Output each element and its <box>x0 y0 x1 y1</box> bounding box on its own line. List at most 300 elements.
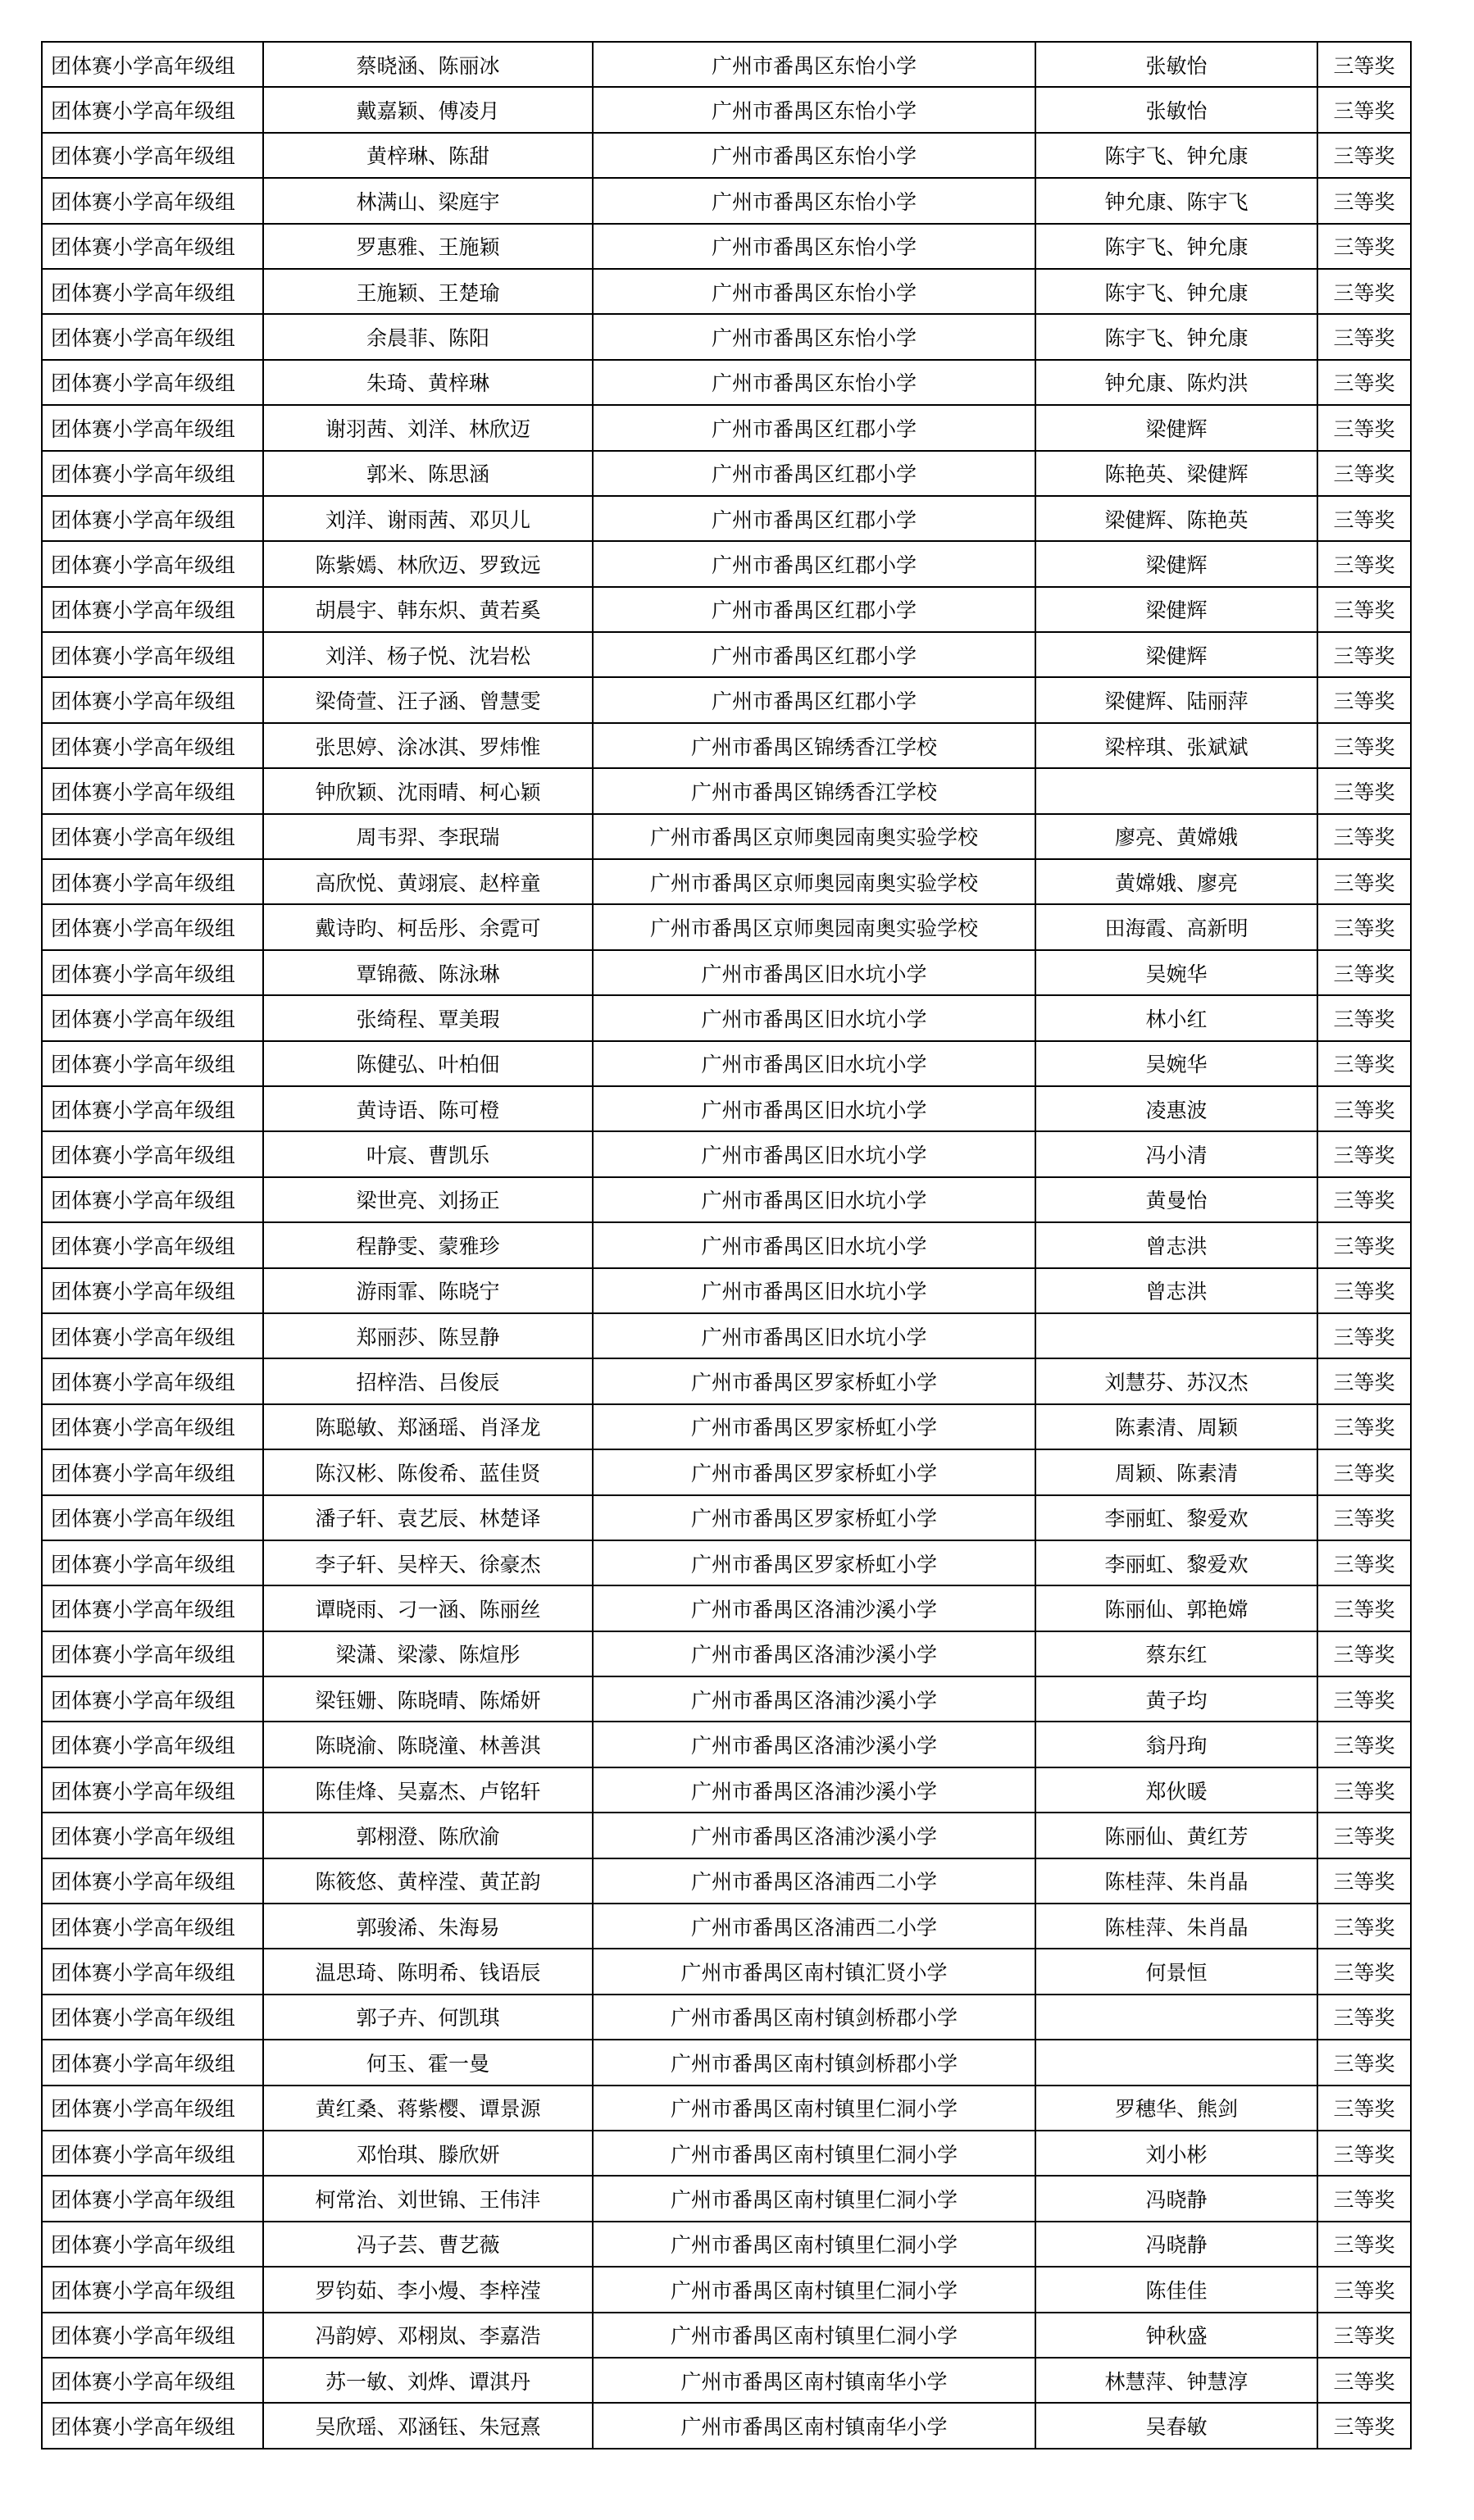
award-cell: 三等奖 <box>1317 2222 1411 2267</box>
teacher-cell: 陈佳佳 <box>1035 2267 1317 2312</box>
members-cell: 招梓浩、吕俊辰 <box>263 1358 593 1403</box>
teacher-cell: 李丽虹、黎爱欢 <box>1035 1495 1317 1540</box>
members-cell: 刘洋、杨子悦、沈岩松 <box>263 632 593 677</box>
school-cell: 广州市番禺区南村镇里仁洞小学 <box>593 2086 1035 2131</box>
school-cell: 广州市番禺区洛浦西二小学 <box>593 1858 1035 1904</box>
category-cell: 团体赛小学高年级组 <box>42 1722 263 1767</box>
members-cell: 郭米、陈思涵 <box>263 451 593 496</box>
members-cell: 邓怡琪、滕欣妍 <box>263 2131 593 2176</box>
category-cell: 团体赛小学高年级组 <box>42 2358 263 2403</box>
category-cell: 团体赛小学高年级组 <box>42 1631 263 1676</box>
teacher-cell: 田海霞、高新明 <box>1035 904 1317 949</box>
members-cell: 张思婷、涂冰淇、罗炜惟 <box>263 723 593 768</box>
award-cell: 三等奖 <box>1317 1813 1411 1858</box>
category-cell: 团体赛小学高年级组 <box>42 587 263 632</box>
school-cell: 广州市番禺区南村镇里仁洞小学 <box>593 2176 1035 2221</box>
school-cell: 广州市番禺区东怡小学 <box>593 87 1035 132</box>
award-cell: 三等奖 <box>1317 2040 1411 2085</box>
school-cell: 广州市番禺区红郡小学 <box>593 677 1035 722</box>
table-row <box>42 1449 1411 1494</box>
school-cell: 广州市番禺区红郡小学 <box>593 405 1035 450</box>
school-cell: 广州市番禺区旧水坑小学 <box>593 1313 1035 1358</box>
teacher-cell: 陈宇飞、钟允康 <box>1035 224 1317 269</box>
members-cell: 朱琦、黄梓琳 <box>263 360 593 405</box>
members-cell: 谭晓雨、刁一涵、陈丽丝 <box>263 1585 593 1631</box>
teacher-cell: 曾志洪 <box>1035 1222 1317 1267</box>
award-cell: 三等奖 <box>1317 2403 1411 2448</box>
members-cell: 郭栩澄、陈欣渝 <box>263 1813 593 1858</box>
teacher-cell: 黄嫦娥、廖亮 <box>1035 859 1317 904</box>
teacher-cell: 钟允康、陈宇飞 <box>1035 178 1317 223</box>
award-cell: 三等奖 <box>1317 1177 1411 1222</box>
members-cell: 柯常治、刘世锦、王伟沣 <box>263 2176 593 2221</box>
school-cell: 广州市番禺区东怡小学 <box>593 269 1035 314</box>
award-cell: 三等奖 <box>1317 496 1411 541</box>
table-row <box>42 1177 1411 1222</box>
category-cell: 团体赛小学高年级组 <box>42 1041 263 1086</box>
teacher-cell: 冯晓静 <box>1035 2222 1317 2267</box>
table-row <box>42 904 1411 949</box>
category-cell: 团体赛小学高年级组 <box>42 1949 263 1994</box>
category-cell: 团体赛小学高年级组 <box>42 2313 263 2358</box>
school-cell: 广州市番禺区东怡小学 <box>593 224 1035 269</box>
school-cell: 广州市番禺区南村镇里仁洞小学 <box>593 2222 1035 2267</box>
award-cell: 三等奖 <box>1317 1858 1411 1904</box>
members-cell: 梁潇、梁濛、陈煊彤 <box>263 1631 593 1676</box>
award-cell: 三等奖 <box>1317 1767 1411 1813</box>
table-row <box>42 1313 1411 1358</box>
teacher-cell: 陈素清、周颖 <box>1035 1404 1317 1449</box>
table-row <box>42 995 1411 1040</box>
category-cell: 团体赛小学高年级组 <box>42 2403 263 2448</box>
table-row <box>42 178 1411 223</box>
members-cell: 梁世亮、刘扬正 <box>263 1177 593 1222</box>
members-cell: 苏一敏、刘烨、谭淇丹 <box>263 2358 593 2403</box>
school-cell: 广州市番禺区东怡小学 <box>593 178 1035 223</box>
school-cell: 广州市番禺区东怡小学 <box>593 133 1035 178</box>
table-row <box>42 768 1411 813</box>
members-cell: 陈汉彬、陈俊希、蓝佳贤 <box>263 1449 593 1494</box>
table-row <box>42 360 1411 405</box>
award-cell: 三等奖 <box>1317 1313 1411 1358</box>
school-cell: 广州市番禺区旧水坑小学 <box>593 1177 1035 1222</box>
category-cell: 团体赛小学高年级组 <box>42 178 263 223</box>
teacher-cell: 冯晓静 <box>1035 2176 1317 2221</box>
award-cell: 三等奖 <box>1317 1041 1411 1086</box>
award-cell: 三等奖 <box>1317 178 1411 223</box>
school-cell: 广州市番禺区洛浦沙溪小学 <box>593 1813 1035 1858</box>
school-cell: 广州市番禺区旧水坑小学 <box>593 1222 1035 1267</box>
school-cell: 广州市番禺区南村镇里仁洞小学 <box>593 2267 1035 2312</box>
school-cell: 广州市番禺区南村镇剑桥郡小学 <box>593 2040 1035 2085</box>
school-cell: 广州市番禺区锦绣香江学校 <box>593 723 1035 768</box>
table-row <box>42 269 1411 314</box>
table-row <box>42 1676 1411 1722</box>
school-cell: 广州市番禺区红郡小学 <box>593 632 1035 677</box>
school-cell: 广州市番禺区南村镇汇贤小学 <box>593 1949 1035 1994</box>
category-cell: 团体赛小学高年级组 <box>42 1313 263 1358</box>
members-cell: 潘子轩、袁艺辰、林楚译 <box>263 1495 593 1540</box>
members-cell: 冯韵婷、邓栩岚、李嘉浩 <box>263 2313 593 2358</box>
award-cell: 三等奖 <box>1317 1585 1411 1631</box>
teacher-cell: 黄子均 <box>1035 1676 1317 1722</box>
members-cell: 李子轩、吴梓天、徐豪杰 <box>263 1540 593 1585</box>
table-row <box>42 2131 1411 2176</box>
members-cell: 温思琦、陈明希、钱语辰 <box>263 1949 593 1994</box>
category-cell: 团体赛小学高年级组 <box>42 2267 263 2312</box>
teacher-cell: 翁丹珣 <box>1035 1722 1317 1767</box>
school-cell: 广州市番禺区罗家桥虹小学 <box>593 1404 1035 1449</box>
award-cell: 三等奖 <box>1317 1904 1411 1949</box>
table-row <box>42 133 1411 178</box>
members-cell: 陈紫嫣、林欣迈、罗致远 <box>263 541 593 586</box>
members-cell: 何玉、霍一曼 <box>263 2040 593 2085</box>
teacher-cell: 林小红 <box>1035 995 1317 1040</box>
award-cell: 三等奖 <box>1317 1995 1411 2040</box>
members-cell: 钟欣颖、沈雨晴、柯心颖 <box>263 768 593 813</box>
award-cell: 三等奖 <box>1317 87 1411 132</box>
awards-table-body <box>42 42 1411 2449</box>
category-cell: 团体赛小学高年级组 <box>42 42 263 87</box>
category-cell: 团体赛小学高年级组 <box>42 2086 263 2131</box>
table-row <box>42 2313 1411 2358</box>
teacher-cell <box>1035 768 1317 813</box>
table-row <box>42 1404 1411 1449</box>
teacher-cell: 罗穗华、熊剑 <box>1035 2086 1317 2131</box>
table-row <box>42 1858 1411 1904</box>
table-row <box>42 42 1411 87</box>
teacher-cell: 梁健辉 <box>1035 541 1317 586</box>
table-row <box>42 1904 1411 1949</box>
teacher-cell: 梁健辉、陆丽萍 <box>1035 677 1317 722</box>
table-row <box>42 1358 1411 1403</box>
table-row <box>42 723 1411 768</box>
table-row <box>42 224 1411 269</box>
school-cell: 广州市番禺区东怡小学 <box>593 42 1035 87</box>
table-row <box>42 1222 1411 1267</box>
school-cell: 广州市番禺区旧水坑小学 <box>593 1131 1035 1176</box>
category-cell: 团体赛小学高年级组 <box>42 1767 263 1813</box>
category-cell: 团体赛小学高年级组 <box>42 1813 263 1858</box>
category-cell: 团体赛小学高年级组 <box>42 1995 263 2040</box>
award-cell: 三等奖 <box>1317 1131 1411 1176</box>
table-row <box>42 87 1411 132</box>
award-cell: 三等奖 <box>1317 1540 1411 1585</box>
school-cell: 广州市番禺区京师奥园南奥实验学校 <box>593 814 1035 859</box>
category-cell: 团体赛小学高年级组 <box>42 1086 263 1131</box>
award-cell: 三等奖 <box>1317 2176 1411 2221</box>
school-cell: 广州市番禺区南村镇南华小学 <box>593 2358 1035 2403</box>
category-cell: 团体赛小学高年级组 <box>42 632 263 677</box>
school-cell: 广州市番禺区红郡小学 <box>593 496 1035 541</box>
table-row <box>42 451 1411 496</box>
table-row <box>42 859 1411 904</box>
teacher-cell: 梁健辉、陈艳英 <box>1035 496 1317 541</box>
category-cell: 团体赛小学高年级组 <box>42 768 263 813</box>
table-row <box>42 1722 1411 1767</box>
award-cell: 三等奖 <box>1317 451 1411 496</box>
teacher-cell: 张敏怡 <box>1035 87 1317 132</box>
table-row <box>42 2222 1411 2267</box>
school-cell: 广州市番禺区洛浦沙溪小学 <box>593 1631 1035 1676</box>
school-cell: 广州市番禺区旧水坑小学 <box>593 1268 1035 1313</box>
teacher-cell: 何景恒 <box>1035 1949 1317 1994</box>
award-cell: 三等奖 <box>1317 859 1411 904</box>
table-row <box>42 2040 1411 2085</box>
members-cell: 郭子卉、何凯琪 <box>263 1995 593 2040</box>
teacher-cell: 梁健辉 <box>1035 632 1317 677</box>
members-cell: 游雨霏、陈晓宁 <box>263 1268 593 1313</box>
members-cell: 林满山、梁庭宇 <box>263 178 593 223</box>
award-cell: 三等奖 <box>1317 632 1411 677</box>
award-cell: 三等奖 <box>1317 1358 1411 1403</box>
category-cell: 团体赛小学高年级组 <box>42 1585 263 1631</box>
members-cell: 罗钧茹、李小熳、李梓滢 <box>263 2267 593 2312</box>
members-cell: 张绮程、覃美瑕 <box>263 995 593 1040</box>
table-row <box>42 587 1411 632</box>
category-cell: 团体赛小学高年级组 <box>42 1131 263 1176</box>
awards-table <box>41 41 1412 2449</box>
teacher-cell: 郑伙暖 <box>1035 1767 1317 1813</box>
members-cell: 陈聪敏、郑涵瑶、肖泽龙 <box>263 1404 593 1449</box>
award-cell: 三等奖 <box>1317 2313 1411 2358</box>
teacher-cell: 陈宇飞、钟允康 <box>1035 314 1317 359</box>
award-cell: 三等奖 <box>1317 995 1411 1040</box>
members-cell: 谢羽茜、刘洋、林欣迈 <box>263 405 593 450</box>
category-cell: 团体赛小学高年级组 <box>42 723 263 768</box>
table-row <box>42 1995 1411 2040</box>
category-cell: 团体赛小学高年级组 <box>42 2131 263 2176</box>
teacher-cell: 冯小清 <box>1035 1131 1317 1176</box>
members-cell: 陈筱悠、黄梓滢、黄芷韵 <box>263 1858 593 1904</box>
award-cell: 三等奖 <box>1317 405 1411 450</box>
table-row <box>42 632 1411 677</box>
award-cell: 三等奖 <box>1317 1631 1411 1676</box>
school-cell: 广州市番禺区南村镇剑桥郡小学 <box>593 1995 1035 2040</box>
members-cell: 黄梓琳、陈甜 <box>263 133 593 178</box>
award-cell: 三等奖 <box>1317 1404 1411 1449</box>
table-row <box>42 1131 1411 1176</box>
teacher-cell: 吴春敏 <box>1035 2403 1317 2448</box>
school-cell: 广州市番禺区洛浦沙溪小学 <box>593 1676 1035 1722</box>
award-cell: 三等奖 <box>1317 360 1411 405</box>
school-cell: 广州市番禺区罗家桥虹小学 <box>593 1495 1035 1540</box>
category-cell: 团体赛小学高年级组 <box>42 133 263 178</box>
members-cell: 程静雯、蒙雅珍 <box>263 1222 593 1267</box>
teacher-cell: 廖亮、黄嫦娥 <box>1035 814 1317 859</box>
category-cell: 团体赛小学高年级组 <box>42 1676 263 1722</box>
members-cell: 罗惠雅、王施颖 <box>263 224 593 269</box>
table-row <box>42 314 1411 359</box>
table-row <box>42 814 1411 859</box>
table-row <box>42 2086 1411 2131</box>
table-row <box>42 1631 1411 1676</box>
school-cell: 广州市番禺区锦绣香江学校 <box>593 768 1035 813</box>
category-cell: 团体赛小学高年级组 <box>42 677 263 722</box>
table-row <box>42 2358 1411 2403</box>
school-cell: 广州市番禺区红郡小学 <box>593 541 1035 586</box>
school-cell: 广州市番禺区京师奥园南奥实验学校 <box>593 859 1035 904</box>
school-cell: 广州市番禺区罗家桥虹小学 <box>593 1449 1035 1494</box>
school-cell: 广州市番禺区东怡小学 <box>593 360 1035 405</box>
members-cell: 高欣悦、黄翊宸、赵梓童 <box>263 859 593 904</box>
category-cell: 团体赛小学高年级组 <box>42 1222 263 1267</box>
school-cell: 广州市番禺区洛浦沙溪小学 <box>593 1767 1035 1813</box>
teacher-cell: 曾志洪 <box>1035 1268 1317 1313</box>
members-cell: 王施颖、王楚瑜 <box>263 269 593 314</box>
teacher-cell: 梁健辉 <box>1035 587 1317 632</box>
table-row <box>42 1540 1411 1585</box>
category-cell: 团体赛小学高年级组 <box>42 314 263 359</box>
category-cell: 团体赛小学高年级组 <box>42 1449 263 1494</box>
members-cell: 刘洋、谢雨茜、邓贝儿 <box>263 496 593 541</box>
table-row <box>42 950 1411 995</box>
award-cell: 三等奖 <box>1317 2267 1411 2312</box>
award-cell: 三等奖 <box>1317 814 1411 859</box>
award-cell: 三等奖 <box>1317 2131 1411 2176</box>
members-cell: 陈佳烽、吴嘉杰、卢铭轩 <box>263 1767 593 1813</box>
teacher-cell <box>1035 1313 1317 1358</box>
members-cell: 叶宸、曹凯乐 <box>263 1131 593 1176</box>
category-cell: 团体赛小学高年级组 <box>42 2222 263 2267</box>
category-cell: 团体赛小学高年级组 <box>42 1268 263 1313</box>
table-row <box>42 1495 1411 1540</box>
teacher-cell: 周颖、陈素清 <box>1035 1449 1317 1494</box>
school-cell: 广州市番禺区洛浦西二小学 <box>593 1904 1035 1949</box>
teacher-cell: 陈宇飞、钟允康 <box>1035 133 1317 178</box>
category-cell: 团体赛小学高年级组 <box>42 224 263 269</box>
award-cell: 三等奖 <box>1317 2358 1411 2403</box>
table-row <box>42 1585 1411 1631</box>
teacher-cell: 蔡东红 <box>1035 1631 1317 1676</box>
category-cell: 团体赛小学高年级组 <box>42 405 263 450</box>
school-cell: 广州市番禺区南村镇南华小学 <box>593 2403 1035 2448</box>
category-cell: 团体赛小学高年级组 <box>42 814 263 859</box>
teacher-cell: 吴婉华 <box>1035 1041 1317 1086</box>
teacher-cell: 刘慧芬、苏汉杰 <box>1035 1358 1317 1403</box>
category-cell: 团体赛小学高年级组 <box>42 2176 263 2221</box>
school-cell: 广州市番禺区南村镇里仁洞小学 <box>593 2131 1035 2176</box>
award-cell: 三等奖 <box>1317 950 1411 995</box>
award-cell: 三等奖 <box>1317 1268 1411 1313</box>
teacher-cell <box>1035 2040 1317 2085</box>
members-cell: 蔡晓涵、陈丽冰 <box>263 42 593 87</box>
award-cell: 三等奖 <box>1317 1949 1411 1994</box>
school-cell: 广州市番禺区红郡小学 <box>593 451 1035 496</box>
members-cell: 戴诗昀、柯岳彤、余霓可 <box>263 904 593 949</box>
school-cell: 广州市番禺区南村镇里仁洞小学 <box>593 2313 1035 2358</box>
award-cell: 三等奖 <box>1317 42 1411 87</box>
award-cell: 三等奖 <box>1317 314 1411 359</box>
members-cell: 吴欣瑶、邓涵钰、朱冠熹 <box>263 2403 593 2448</box>
teacher-cell: 陈艳英、梁健辉 <box>1035 451 1317 496</box>
teacher-cell: 梁健辉 <box>1035 405 1317 450</box>
category-cell: 团体赛小学高年级组 <box>42 1358 263 1403</box>
table-row <box>42 1041 1411 1086</box>
category-cell: 团体赛小学高年级组 <box>42 1904 263 1949</box>
category-cell: 团体赛小学高年级组 <box>42 1495 263 1540</box>
teacher-cell: 林慧萍、钟慧淳 <box>1035 2358 1317 2403</box>
members-cell: 覃锦薇、陈泳琳 <box>263 950 593 995</box>
category-cell: 团体赛小学高年级组 <box>42 1177 263 1222</box>
category-cell: 团体赛小学高年级组 <box>42 541 263 586</box>
school-cell: 广州市番禺区旧水坑小学 <box>593 950 1035 995</box>
teacher-cell: 李丽虹、黎爱欢 <box>1035 1540 1317 1585</box>
school-cell: 广州市番禺区洛浦沙溪小学 <box>593 1722 1035 1767</box>
teacher-cell: 凌惠波 <box>1035 1086 1317 1131</box>
award-cell: 三等奖 <box>1317 2086 1411 2131</box>
members-cell: 冯子芸、曹艺薇 <box>263 2222 593 2267</box>
teacher-cell: 张敏怡 <box>1035 42 1317 87</box>
category-cell: 团体赛小学高年级组 <box>42 1858 263 1904</box>
teacher-cell: 吴婉华 <box>1035 950 1317 995</box>
members-cell: 周韦羿、李珉瑞 <box>263 814 593 859</box>
category-cell: 团体赛小学高年级组 <box>42 950 263 995</box>
award-cell: 三等奖 <box>1317 1449 1411 1494</box>
table-row <box>42 541 1411 586</box>
award-cell: 三等奖 <box>1317 1676 1411 1722</box>
school-cell: 广州市番禺区罗家桥虹小学 <box>593 1358 1035 1403</box>
table-row <box>42 405 1411 450</box>
award-cell: 三等奖 <box>1317 1722 1411 1767</box>
school-cell: 广州市番禺区旧水坑小学 <box>593 1041 1035 1086</box>
school-cell: 广州市番禺区旧水坑小学 <box>593 1086 1035 1131</box>
category-cell: 团体赛小学高年级组 <box>42 859 263 904</box>
school-cell: 广州市番禺区东怡小学 <box>593 314 1035 359</box>
teacher-cell: 陈桂萍、朱肖晶 <box>1035 1858 1317 1904</box>
table-row <box>42 2176 1411 2221</box>
school-cell: 广州市番禺区罗家桥虹小学 <box>593 1540 1035 1585</box>
category-cell: 团体赛小学高年级组 <box>42 360 263 405</box>
members-cell: 梁钰姗、陈晓晴、陈烯妍 <box>263 1676 593 1722</box>
category-cell: 团体赛小学高年级组 <box>42 451 263 496</box>
category-cell: 团体赛小学高年级组 <box>42 269 263 314</box>
school-cell: 广州市番禺区洛浦沙溪小学 <box>593 1585 1035 1631</box>
members-cell: 胡晨宇、韩东炽、黄若奚 <box>263 587 593 632</box>
award-cell: 三等奖 <box>1317 1086 1411 1131</box>
teacher-cell <box>1035 1995 1317 2040</box>
table-row <box>42 1949 1411 1994</box>
teacher-cell: 梁梓琪、张斌斌 <box>1035 723 1317 768</box>
members-cell: 郭骏浠、朱海易 <box>263 1904 593 1949</box>
teacher-cell: 陈丽仙、郭艳嫦 <box>1035 1585 1317 1631</box>
table-row <box>42 1767 1411 1813</box>
teacher-cell: 刘小彬 <box>1035 2131 1317 2176</box>
table-row <box>42 677 1411 722</box>
award-cell: 三等奖 <box>1317 133 1411 178</box>
category-cell: 团体赛小学高年级组 <box>42 1404 263 1449</box>
members-cell: 余晨菲、陈阳 <box>263 314 593 359</box>
members-cell: 黄红桑、蒋紫樱、谭景源 <box>263 2086 593 2131</box>
table-row <box>42 1813 1411 1858</box>
category-cell: 团体赛小学高年级组 <box>42 995 263 1040</box>
teacher-cell: 陈桂萍、朱肖晶 <box>1035 1904 1317 1949</box>
table-row <box>42 1086 1411 1131</box>
table-row <box>42 496 1411 541</box>
award-cell: 三等奖 <box>1317 541 1411 586</box>
award-cell: 三等奖 <box>1317 269 1411 314</box>
members-cell: 梁倚萱、汪子涵、曾慧雯 <box>263 677 593 722</box>
category-cell: 团体赛小学高年级组 <box>42 904 263 949</box>
award-cell: 三等奖 <box>1317 1222 1411 1267</box>
members-cell: 陈健弘、叶柏佃 <box>263 1041 593 1086</box>
teacher-cell: 钟允康、陈灼洪 <box>1035 360 1317 405</box>
teacher-cell: 黄曼怡 <box>1035 1177 1317 1222</box>
teacher-cell: 陈宇飞、钟允康 <box>1035 269 1317 314</box>
teacher-cell: 钟秋盛 <box>1035 2313 1317 2358</box>
award-cell: 三等奖 <box>1317 904 1411 949</box>
table-row <box>42 2403 1411 2448</box>
